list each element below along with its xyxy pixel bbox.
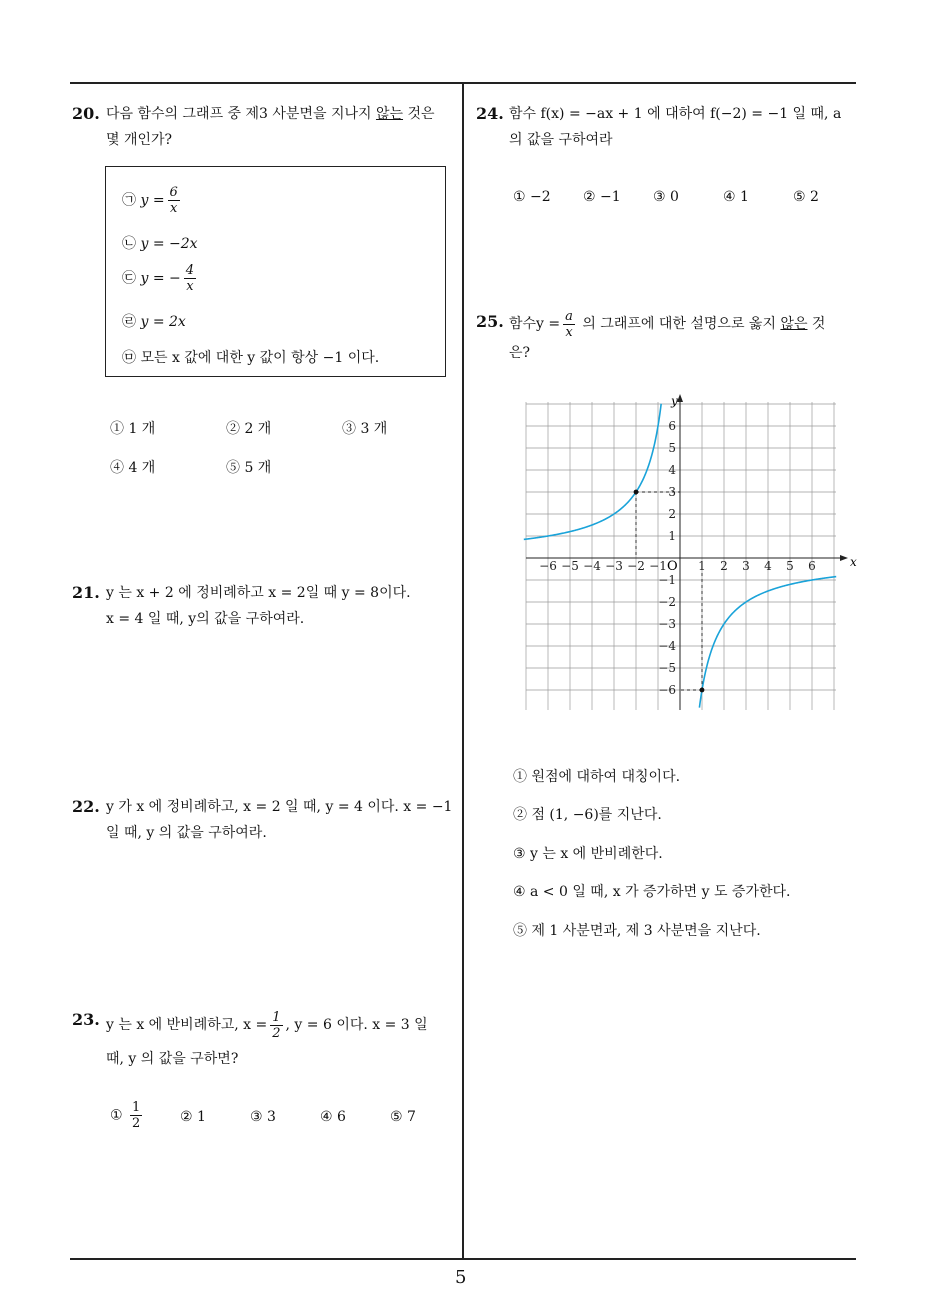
q20-option-4[interactable]: ④ 4 개 [110, 460, 156, 476]
x-axis-arrow [840, 555, 848, 561]
question-24-number: 24. [476, 104, 504, 123]
item-2: ㉡ y = −2x [122, 236, 198, 252]
y-tick-label: −3 [658, 617, 676, 631]
question-21-text: y 는 x + 2 에 정비례하고 x = 2일 때 y = 8이다. x = 4 일 때, y의 값을 구하여라. [106, 585, 411, 627]
q24-option-1[interactable]: ① −2 [513, 189, 551, 205]
q24-option-2[interactable]: ② −1 [583, 189, 621, 205]
y-tick-label: −5 [658, 661, 676, 675]
item-3: ㉢ y = − $\frac{4}{x}$ [122, 263, 195, 294]
y-tick-label: 5 [668, 441, 676, 455]
underlined-not: 않는 [375, 106, 404, 122]
question-21-number: 21. [72, 583, 100, 602]
q23-option-2[interactable]: ② 1 [180, 1109, 206, 1125]
q25-option-1[interactable]: ① 원점에 대하여 대칭이다. [513, 769, 681, 785]
x-tick-label: 3 [742, 559, 750, 573]
q25-option-5[interactable]: ⑤ 제 1 사분면과, 제 3 사분면을 지난다. [513, 923, 761, 939]
q25-option-2[interactable]: ② 점 (1, −6)를 지난다. [513, 807, 662, 823]
item-1: ㉠ y = $\frac{6}{x}$ [122, 185, 178, 216]
q24-option-3[interactable]: ③ 0 [653, 189, 679, 205]
q25-option-3[interactable]: ③ y 는 x 에 반비례한다. [513, 846, 663, 862]
fraction: $\frac{1}{2}$ [272, 1009, 281, 1041]
q20-option-2[interactable]: ② 2 개 [226, 421, 272, 437]
question-20-box [105, 166, 446, 377]
question-23-number: 23. [72, 1010, 100, 1029]
x-tick-label: −5 [561, 559, 579, 573]
q23-option-4[interactable]: ④ 6 [320, 1109, 346, 1125]
question-25-number: 25. [476, 312, 504, 331]
hyperbola-graph [520, 392, 857, 714]
y-tick-label: 1 [668, 529, 676, 543]
x-tick-label: 6 [808, 559, 816, 573]
question-25-text: 함수y = $\frac{a}{x}$ 의 그래프에 대한 설명으로 옳지 않은 것 은? [509, 308, 826, 361]
x-tick-label: 4 [764, 559, 772, 573]
question-20-number: 20. [72, 104, 100, 123]
column-divider [462, 82, 464, 1259]
y-tick-label: 3 [668, 485, 676, 499]
question-22-number: 22. [72, 797, 100, 816]
x-tick-label: −3 [605, 559, 623, 573]
q24-option-4[interactable]: ④ 1 [723, 189, 749, 205]
q20-option-3[interactable]: ③ 3 개 [342, 421, 388, 437]
x-tick-label: 5 [786, 559, 794, 573]
x-axis-label: x [850, 555, 857, 569]
y-tick-label: −1 [658, 573, 676, 587]
q23-option-5[interactable]: ⑤ 7 [390, 1109, 416, 1125]
x-tick-label: −2 [627, 559, 645, 573]
underlined-not: 않은 [780, 316, 808, 332]
y-axis-label: y [671, 394, 678, 408]
q23-option-3[interactable]: ③ 3 [250, 1109, 276, 1125]
x-tick-label: −1 [649, 559, 667, 573]
y-tick-label: −6 [658, 683, 676, 697]
item-4: ㉣ y = 2x [122, 314, 186, 330]
y-tick-label: −2 [658, 595, 676, 609]
q20-option-1[interactable]: ① 1 개 [110, 421, 156, 437]
fraction: $\frac{a}{x}$ [565, 308, 573, 340]
x-tick-label: −4 [583, 559, 601, 573]
q24-option-5[interactable]: ⑤ 2 [793, 189, 819, 205]
item-5: ㉤ 모든 x 값에 대한 y 값이 항상 −1 이다. [122, 350, 380, 366]
y-tick-label: 2 [668, 507, 676, 521]
marked-point [700, 688, 705, 693]
question-24-text: 함수 f(x) = −ax + 1 에 대하여 f(−2) = −1 일 때, a 의 값을 구하여라 [509, 106, 842, 148]
bottom-rule [70, 1258, 856, 1260]
y-axis-arrow [677, 394, 683, 402]
origin-label: O [667, 559, 678, 574]
q23-option-1[interactable]: ① $\frac{1}{2}$ [110, 1100, 141, 1131]
q25-option-4[interactable]: ④ a < 0 일 때, x 가 증가하면 y 도 증가한다. [513, 884, 791, 900]
question-22-text: y 가 x 에 정비례하고, x = 2 일 때, y = 4 이다. x = −1 일 때, y 의 값을 구하여라. [106, 799, 453, 841]
x-tick-label: 2 [720, 559, 728, 573]
fraction: $\frac{4}{x}$ [185, 263, 195, 294]
q20-option-5[interactable]: ⑤ 5 개 [226, 460, 272, 476]
y-tick-label: −4 [658, 639, 676, 653]
question-23-text: y 는 x 에 반비례하고, x = $\frac{1}{2}$ , y = 6 이다. x = 3 일 때, y 의 값을 구하면? [106, 1009, 428, 1067]
x-tick-label: 1 [698, 559, 706, 573]
fraction: $\frac{6}{x}$ [169, 185, 178, 216]
y-tick-label: 6 [668, 419, 676, 433]
question-20-text: 다음 함수의 그래프 중 제3 사분면을 지나지 않는 것은 몇 개인가? [106, 106, 435, 148]
x-tick-label: −6 [539, 559, 557, 573]
fraction: $\frac{1}{2}$ [132, 1100, 141, 1131]
marked-point [634, 490, 639, 495]
y-tick-label: 4 [668, 463, 676, 477]
page-number: 5 [455, 1267, 467, 1288]
curve-branch-left [524, 404, 661, 540]
